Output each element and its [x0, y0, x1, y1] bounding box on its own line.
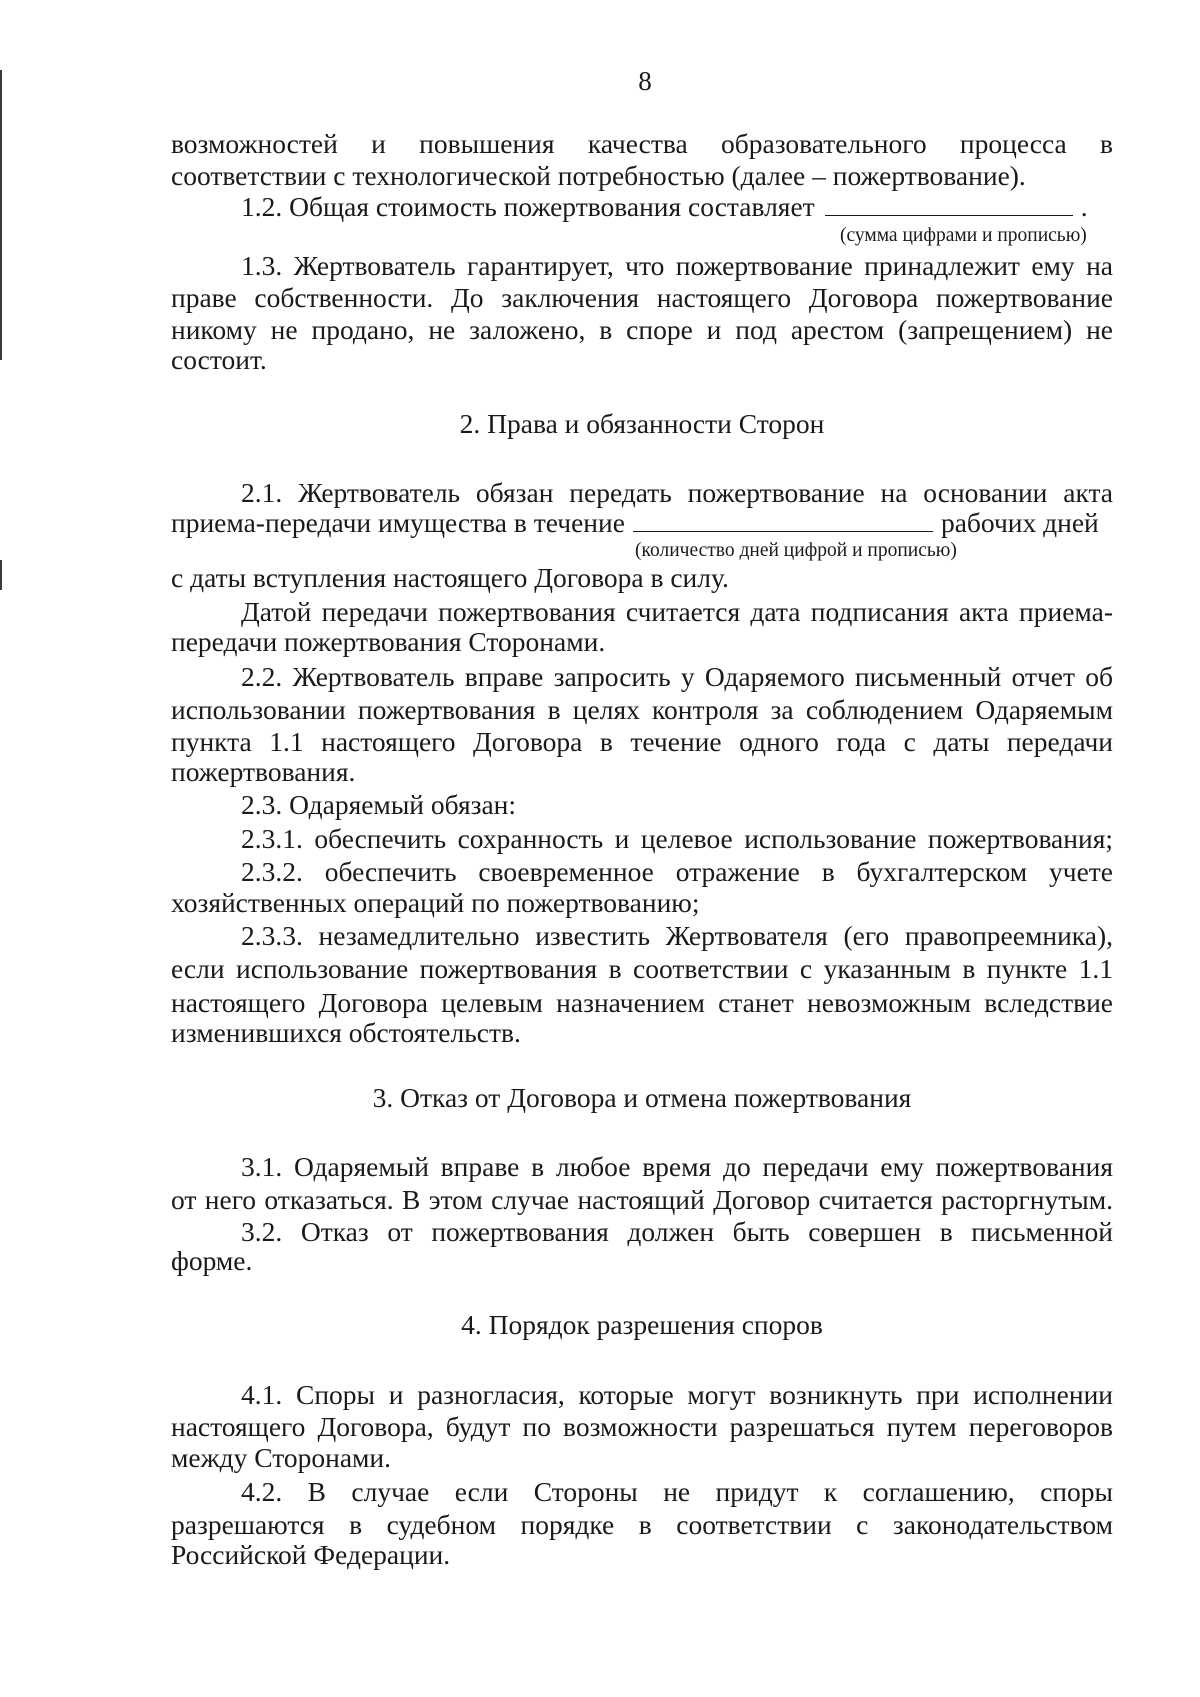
paragraph-line: 1.3. Жертвователь гарантирует, что пожертвование принадлежит ему на — [241, 250, 1113, 281]
clause-text: приема-передачи имущества в течение — [171, 507, 625, 538]
page-number: 8 — [638, 66, 652, 96]
clause-2-1-line — [171, 507, 1113, 539]
paragraph-line: настоящего Договора целевым назначением станет невозможным вследствие — [171, 987, 1113, 1018]
clause-1-2 — [241, 191, 1113, 223]
paragraph-line: возможностей и повышения качества образовательного процесса в — [171, 128, 1113, 159]
paragraph-line: никому не продано, не заложено, в споре и под арестом (запрещением) не — [171, 314, 1113, 345]
scan-edge-mark — [0, 70, 2, 360]
days-blank-field — [633, 509, 933, 532]
section-heading: 3. Отказ от Договора и отмена пожертвования — [372, 1082, 912, 1113]
paragraph-line: пункта 1.1 настоящего Договора в течение одного года с даты передачи — [171, 726, 1113, 757]
paragraph-line: от него отказаться. В этом случае настоящий Договор считается расторгнутым. — [171, 1184, 1113, 1215]
paragraph-line: пожертвования. — [171, 756, 356, 787]
field-caption: (сумма цифрами и прописью) — [840, 225, 1087, 246]
paragraph-line: с даты вступления настоящего Договора в силу. — [171, 562, 729, 593]
paragraph-line: праве собственности. До заключения настоящего Договора пожертвование — [171, 282, 1113, 313]
paragraph-line: состоит. — [171, 344, 267, 375]
paragraph-line: 2.3.3. незамедлительно известить Жертвователя (его правопреемника), — [241, 920, 1113, 951]
field-caption: (количество дней цифрой и прописью) — [635, 540, 957, 561]
paragraph-line: 2.3.1. обеспечить сохранность и целевое использование пожертвования; — [241, 823, 1113, 854]
paragraph-line: изменившихся обстоятельств. — [171, 1017, 521, 1048]
paragraph-line: 2.1. Жертвователь обязан передать пожертвование на основании акта — [241, 477, 1113, 508]
paragraph-line: если использование пожертвования в соответствии с указанным в пункте 1.1 — [171, 953, 1113, 984]
clause-text: рабочих дней — [940, 507, 1099, 538]
paragraph-line: 2.2. Жертвователь вправе запросить у Одаряемого письменный отчет об — [241, 661, 1113, 692]
paragraph-line: передачи пожертвования Сторонами. — [171, 626, 606, 657]
section-heading: 4. Порядок разрешения споров — [461, 1309, 823, 1340]
paragraph-line: соответствии с технологической потребностью (далее – пожертвование). — [171, 160, 1026, 191]
paragraph-line: использовании пожертвования в целях контроля за соблюдением Одаряемым — [171, 694, 1113, 725]
paragraph-line: Российской Федерации. — [171, 1539, 451, 1570]
clause-end-mark: . — [1080, 191, 1088, 222]
paragraph-line: Датой передачи пожертвования считается дата подписания акта приема- — [241, 596, 1113, 627]
clause-text: 1.2. Общая стоимость пожертвования составляет — [241, 191, 815, 222]
paragraph-line: между Сторонами. — [171, 1442, 392, 1473]
paragraph-line: 2.3. Одаряемый обязан: — [241, 789, 517, 820]
paragraph-line: 3.1. Одаряемый вправе в любое время до передачи ему пожертвования — [241, 1151, 1113, 1182]
paragraph-line: разрешаются в судебном порядке в соответствии с законодательством — [171, 1509, 1113, 1540]
paragraph-line: 4.2. В случае если Стороны не придут к соглашению, споры — [241, 1476, 1113, 1507]
paragraph-line: настоящего Договора, будут по возможности разрешаться путем переговоров — [171, 1411, 1113, 1442]
paragraph-line: хозяйственных операций по пожертвованию; — [171, 887, 700, 918]
paragraph-line: 3.2. Отказ от пожертвования должен быть совершен в письменной — [241, 1216, 1113, 1247]
paragraph-line: форме. — [171, 1245, 253, 1276]
paragraph-line: 2.3.2. обеспечить своевременное отражение в бухгалтерском учете — [241, 856, 1113, 887]
paragraph-line: 4.1. Споры и разногласия, которые могут возникнуть при исполнении — [241, 1379, 1113, 1410]
scan-edge-mark — [0, 560, 2, 590]
section-heading: 2. Права и обязанности Сторон — [459, 408, 825, 439]
amount-blank-field — [825, 193, 1073, 216]
